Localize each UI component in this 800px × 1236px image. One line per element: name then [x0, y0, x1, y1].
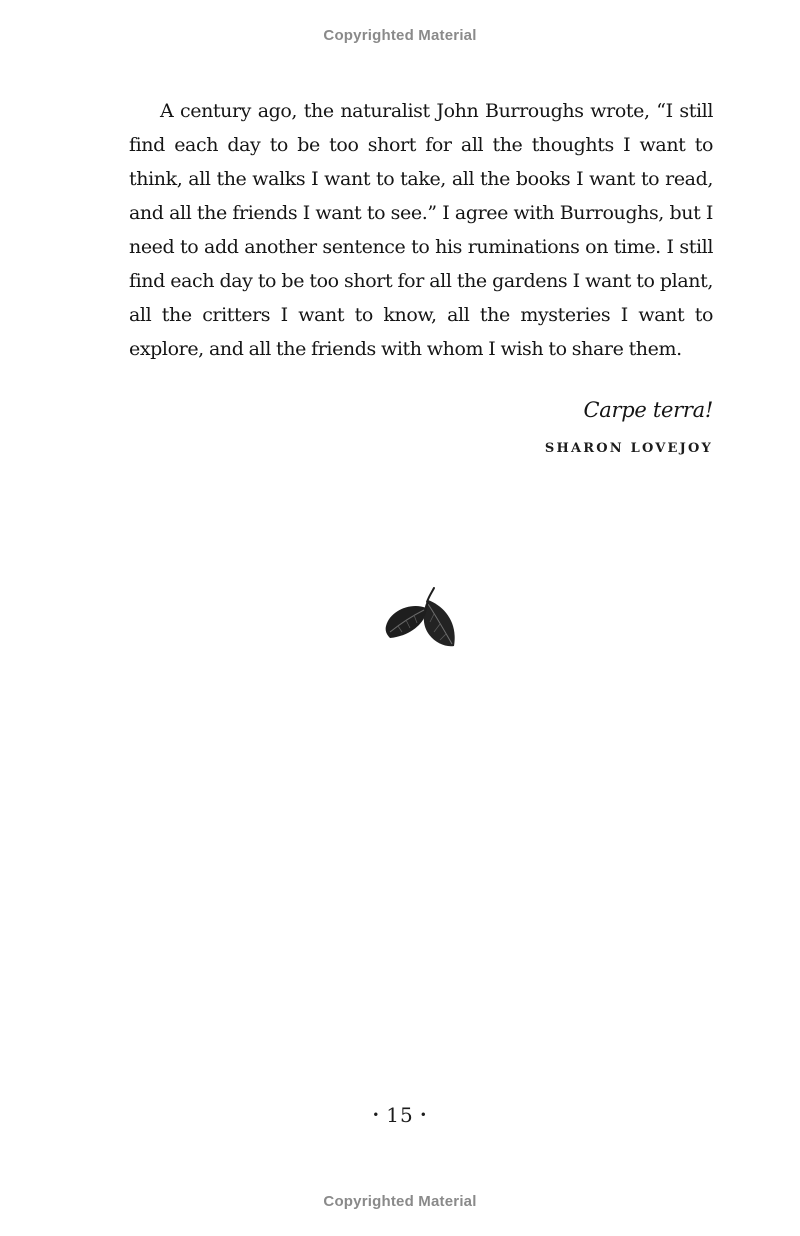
body-paragraph: A century ago, the naturalist John Burroughs wrote, “I still find each day to be too short for all the thoughts I want to think, all the walks I want to take, all the books I want to read, and all the friends I want to see.” I agree with Burroughs, but I need to add another sentence to his ruminations on time. I still find each day to be too short for all the gardens I want to plant, all the critters I want to know, all the mysteries I want to explore, and all the friends with whom I wish to share them.: [129, 100, 713, 360]
leaf-sprig-icon: [382, 586, 462, 652]
page-number-dot-right: •: [419, 1108, 428, 1122]
page-number-dot-left: •: [372, 1108, 381, 1122]
copyright-watermark-top: Copyrighted Material: [323, 27, 477, 44]
signoff-text: Carpe terra!: [583, 398, 713, 422]
copyright-watermark-bottom: Copyrighted Material: [323, 1193, 477, 1210]
author-name: SHARON LOVEJOY: [544, 441, 713, 456]
page-number: [0, 1103, 800, 1127]
page-number-value: 15: [386, 1103, 414, 1127]
